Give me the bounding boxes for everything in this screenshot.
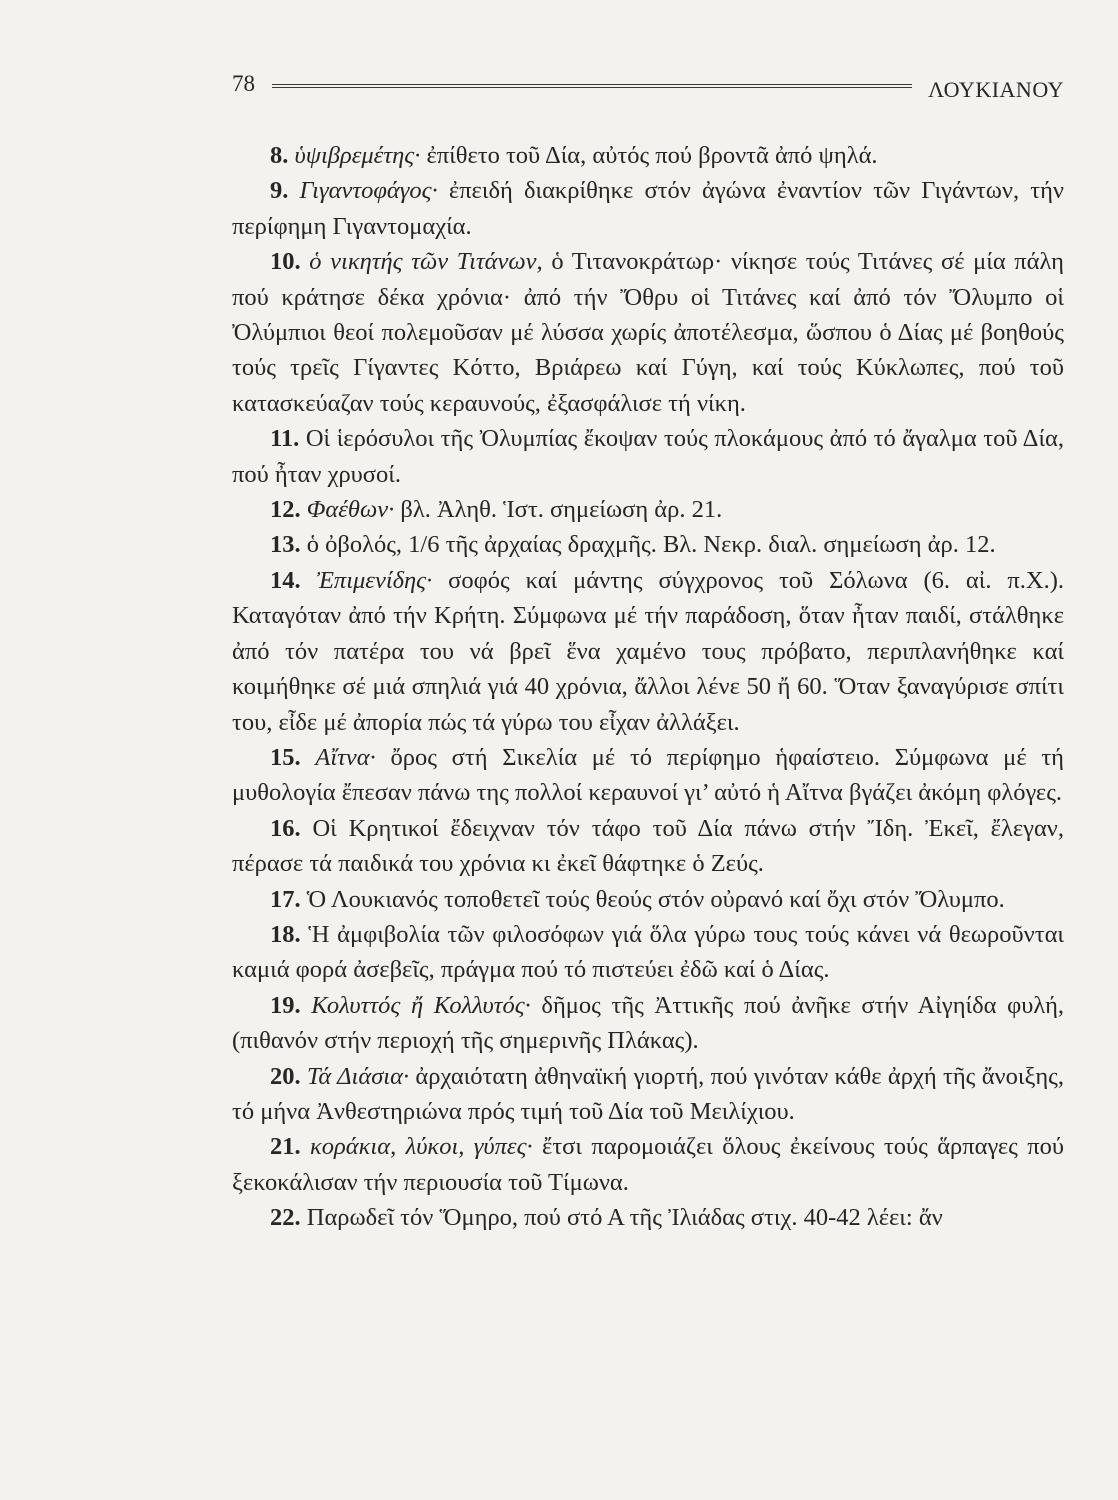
note-term: ὑψιβρεμέτης· (294, 142, 421, 169)
note-text: δῆμος τῆς Ἀττικῆς πού ἀνῆκε στήν Αἰγηίδα φυλή, (πιθανόν στήν περιοχή τῆς σημερινῆς Πλάκας). (232, 991, 1065, 1055)
note-14 (232, 563, 1064, 740)
note-text: ἀρχαιότατη ἀθηναϊκή γιορτή, πού γινόταν κάθε ἀρχή τῆς ἄνοιξης, τό μήνα Ἀνθεστηριώνα πρός τιμή τοῦ Δία τοῦ Μειλίχιου. (232, 1062, 1065, 1125)
note-number: 22. (270, 1204, 301, 1232)
note-text: Παρωδεῖ τόν Ὅμηρο, πού στό Α τῆς Ἰλιάδας στιχ. 40-42 λέει: ἄν (300, 1204, 943, 1232)
note-number: 14. (270, 566, 301, 594)
note-number: 17. (270, 885, 301, 913)
note-number: 11. (270, 425, 300, 453)
note-text: Οἱ Κρητικοί ἔδειχναν τόν τάφο τοῦ Δία πάνω στήν Ἴδη. Ἐκεῖ, ἔλεγαν, πέρασε τά παιδικά του χρόνια κι ἐκεῖ θάφτηκε ὁ Ζεύς. (232, 814, 1064, 878)
note-12 (232, 492, 1064, 527)
endnotes (232, 138, 1064, 1236)
note-number: 10. (270, 248, 301, 276)
note-term: Φαέθων· (306, 496, 395, 524)
note-term: Τά Διάσια· (306, 1062, 410, 1090)
note-number: 18. (270, 920, 301, 948)
note-term: Ἐπιμενίδης· (316, 566, 433, 594)
note-16 (232, 811, 1064, 882)
note-8 (232, 138, 1064, 173)
note-text: ὄρος στή Σικελία μέ τό περίφημο ἡφαίστειο. Σύμφωνα μέ τή μυθολογία ἔπεσαν πάνω της πολλοί κεραυνοί γι’ αὐτό ἡ Αἴτνα βγάζει ἀκόμη φλόγες. (232, 743, 1064, 807)
note-text: ὁ Τιτανοκράτωρ· νίκησε τούς Τιτάνες σέ μία πάλη πού κράτησε δέκα χρόνια· ἀπό τήν Ὄθρυ οἱ Τιτάνες καί ἀπό τόν Ὄλυμπο οἱ Ὀλύμπιοι θεοί πολεμοῦσαν μέ λύσσα χωρίς ἀποτέλεσμα, ὥσπου ὁ Δίας μέ βοηθούς τούς τρεῖς Γίγαντες Κόττο, Βριάρεω καί Γύγη, καί τούς Κύκλωπες, πού τοῦ κατασκεύαζαν τούς κεραυνούς, ἐξασφάλισε τή νίκη. (232, 248, 1064, 417)
note-10 (232, 244, 1064, 421)
note-number: 21. (270, 1133, 301, 1161)
note-18 (232, 917, 1064, 988)
note-22 (232, 1200, 1064, 1235)
note-term: Αἴτνα· (315, 743, 376, 771)
note-text: Ὁ Λουκιανός τοποθετεῖ τούς θεούς στόν οὐρανό καί ὄχι στόν Ὄλυμπο. (300, 885, 1005, 913)
page-number: 78 (232, 71, 255, 96)
note-13 (232, 527, 1064, 562)
note-text: σοφός καί μάντης σύγχρονος τοῦ Σόλωνα (6. αἰ. π.Χ.). Καταγόταν ἀπό τήν Κρήτη. Σύμφωνα μέ τήν παράδοση, ὅταν ἦταν παιδί, στάλθηκε ἀπό τόν πατέρα του νά βρεῖ ἕνα χαμένο τους πρόβατο, περιπλανήθηκε καί κοιμήθηκε σέ μιά σπηλιά γιά 40 χρόνια, ἄλλοι λένε 50 ἤ 60. Ὅταν ξαναγύρισε σπίτι του, εἶδε μέ ἀπορία πώς τά γύρω του εἶχαν ἀλλάξει. (232, 566, 1065, 736)
note-term: ὁ νικητής τῶν Τιτάνων, (309, 248, 543, 276)
note-text: ὁ ὀβολός, 1/6 τῆς ἀρχαίας δραχμῆς. Βλ. Νεκρ. διαλ. σημείωση ἀρ. 12. (300, 531, 996, 559)
note-number: 9. (270, 177, 289, 205)
note-15 (232, 740, 1064, 811)
note-term: Γιγαντοφάγος· (299, 177, 438, 205)
note-text: ἐπειδή διακρίθηκε στόν ἀγώνα ἐναντίον τῶν Γιγάντων, τήν περίφημη Γιγαντομαχία. (232, 177, 1064, 240)
note-text: βλ. Ἀληθ. Ἱστ. σημείωση ἀρ. 21. (394, 496, 723, 524)
note-text: ἔτσι παρομοιάζει ὅλους ἐκείνους τούς ἅρπαγες πού ξεκοκάλισαν τήν περιουσία τοῦ Τίμωνα. (232, 1133, 1065, 1196)
note-number: 12. (270, 496, 301, 524)
note-number: 8. (270, 142, 289, 169)
note-number: 19. (270, 991, 301, 1019)
note-term: κοράκια, λύκοι, γύπες· (310, 1133, 533, 1161)
page-header (232, 70, 1064, 106)
note-19 (232, 988, 1064, 1059)
note-9 (232, 173, 1064, 244)
note-term: Κολυττός ἤ Κολλυτός· (311, 991, 531, 1019)
header-rule (272, 84, 912, 88)
note-20 (232, 1059, 1064, 1130)
note-text: Οἱ ἱερόσυλοι τῆς Ὀλυμπίας ἔκοψαν τούς πλοκάμους ἀπό τό ἄγαλμα τοῦ Δία, πού ἦταν χρυσοί. (232, 425, 1064, 488)
note-text: ἐπίθετο τοῦ Δία, αὐτός πού βροντᾶ ἀπό ψηλά. (420, 142, 878, 169)
note-text: Ἡ ἀμφιβολία τῶν φιλοσόφων γιά ὅλα γύρω τους τούς κάνει νά θεωροῦνται καμιά φορά ἀσεβεῖς, πράγμα πού τό πιστεύει ἐδῶ καί ὁ Δίας. (232, 920, 1064, 984)
note-number: 16. (270, 814, 301, 842)
note-17 (232, 882, 1064, 917)
note-number: 13. (270, 531, 301, 559)
note-21 (232, 1129, 1064, 1200)
note-11 (232, 421, 1064, 492)
note-number: 15. (270, 743, 301, 771)
note-number: 20. (270, 1062, 301, 1090)
running-title: ΛΟΥΚΙΑΝΟΥ (928, 77, 1064, 102)
